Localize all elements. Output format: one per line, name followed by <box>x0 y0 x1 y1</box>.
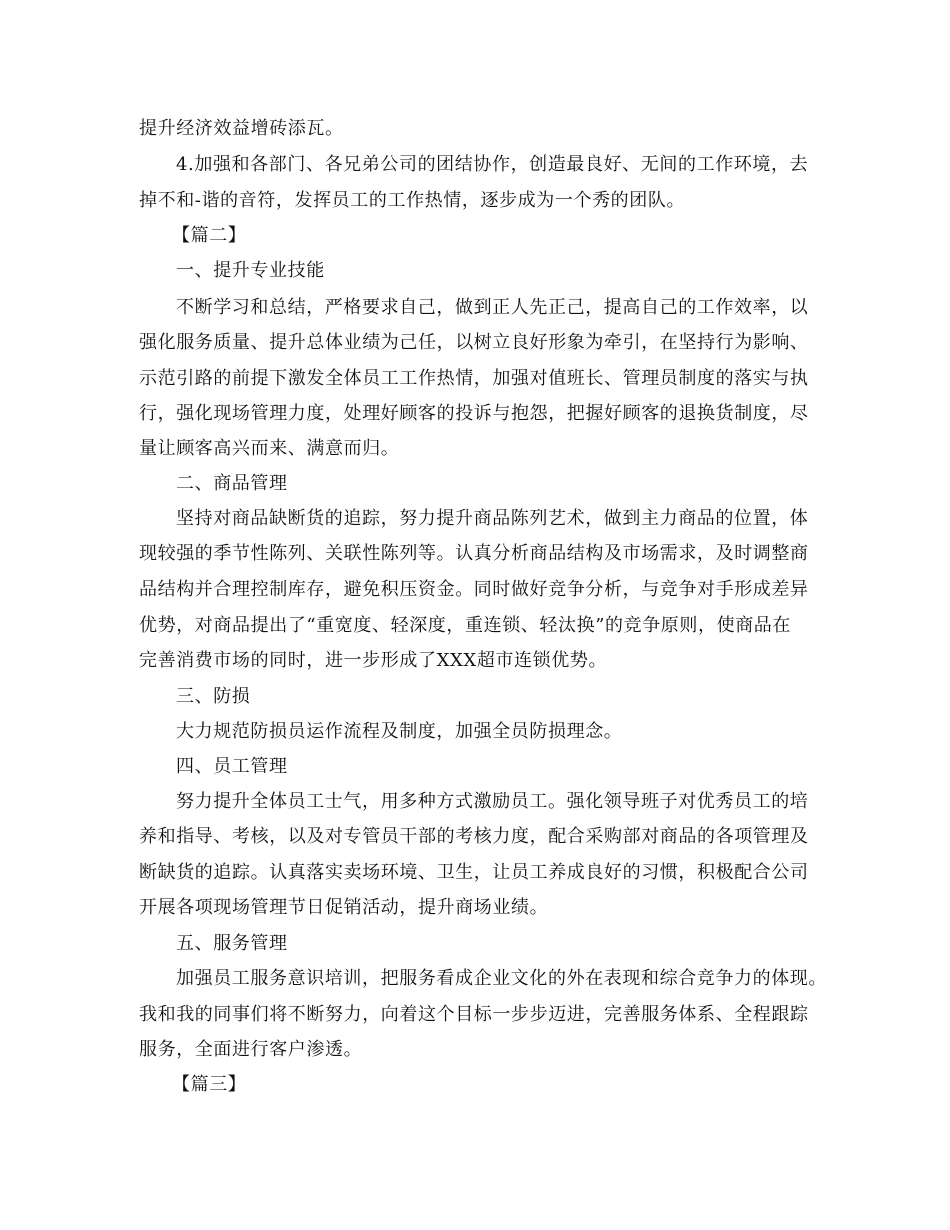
section-heading: 【篇三】 <box>172 1074 247 1095</box>
paragraph-line: 强化服务质量、提升总体业绩为己任，以树立良好形象为牵引，在坚持行为影响、 <box>139 332 809 353</box>
paragraph-line: 4.加强和各部门、各兄弟公司的团结协作，创造最良好、无间的工作环境，去 <box>176 154 809 175</box>
paragraph-line: 加强员工服务意识培训，把服务看成企业文化的外在表现和综合竞争力的体现。 <box>176 968 827 989</box>
paragraph-line: 示范引路的前提下激发全体员工工作热情，加强对值班长、管理员制度的落实与执 <box>139 368 809 389</box>
paragraph-line: 完善消费市场的同时，进一步形成了XXX超市连锁优势。 <box>139 650 608 671</box>
paragraph-line: 服务，全面进行客户渗透。 <box>139 1039 363 1060</box>
subsection-heading: 二、商品管理 <box>176 473 288 494</box>
paragraph-line: 断缺货的追踪。认真落实卖场环境、卫生，让员工养成良好的习惯，积极配合公司 <box>139 862 809 883</box>
paragraph-line: 现较强的季节性陈列、关联性陈列等。认真分析商品结构及市场需求，及时调整商 <box>139 543 809 564</box>
paragraph-line: 坚持对商品缺断货的追踪，努力提升商品陈列艺术，做到主力商品的位置，体 <box>176 508 809 529</box>
paragraph-line: 养和指导、考核，以及对专管员干部的考核力度，配合采购部对商品的各项管理及 <box>139 826 809 847</box>
subsection-heading: 五、服务管理 <box>176 933 288 954</box>
paragraph-line: 量让顾客高兴而来、满意而归。 <box>139 438 400 459</box>
paragraph-line: 行，强化现场管理力度，处理好顾客的投诉与抱怨，把握好顾客的退换货制度，尽 <box>139 403 809 424</box>
paragraph-line: 优势，对商品提出了“重宽度、轻深度，重连锁、轻汰换”的竞争原则，使商品在 <box>139 615 792 636</box>
subsection-heading: 四、员工管理 <box>176 756 288 777</box>
subsection-heading: 一、提升专业技能 <box>176 260 325 281</box>
paragraph-line: 不断学习和总结，严格要求自己，做到正人先正己，提高自己的工作效率，以 <box>176 297 809 318</box>
paragraph-line: 掉不和-谐的音符，发挥员工的工作热情，逐步成为一个秀的团队。 <box>139 190 686 211</box>
section-heading: 【篇二】 <box>172 225 247 246</box>
paragraph-line: 大力规范防损员运作流程及制度，加强全员防损理念。 <box>176 721 623 742</box>
paragraph-line: 我和我的同事们将不断努力，向着这个目标一步步迈进，完善服务体系、全程跟踪 <box>139 1004 809 1025</box>
paragraph-line: 开展各项现场管理节日促销活动，提升商场业绩。 <box>139 897 549 918</box>
paragraph-line: 提升经济效益增砖添瓦。 <box>139 118 344 139</box>
paragraph-line: 品结构并合理控制库存，避免积压资金。同时做好竞争分析，与竞争对手形成差异 <box>139 579 809 600</box>
paragraph-line: 努力提升全体员工士气，用多种方式激励员工。强化领导班子对优秀员工的培 <box>176 791 809 812</box>
subsection-heading: 三、防损 <box>176 686 251 707</box>
